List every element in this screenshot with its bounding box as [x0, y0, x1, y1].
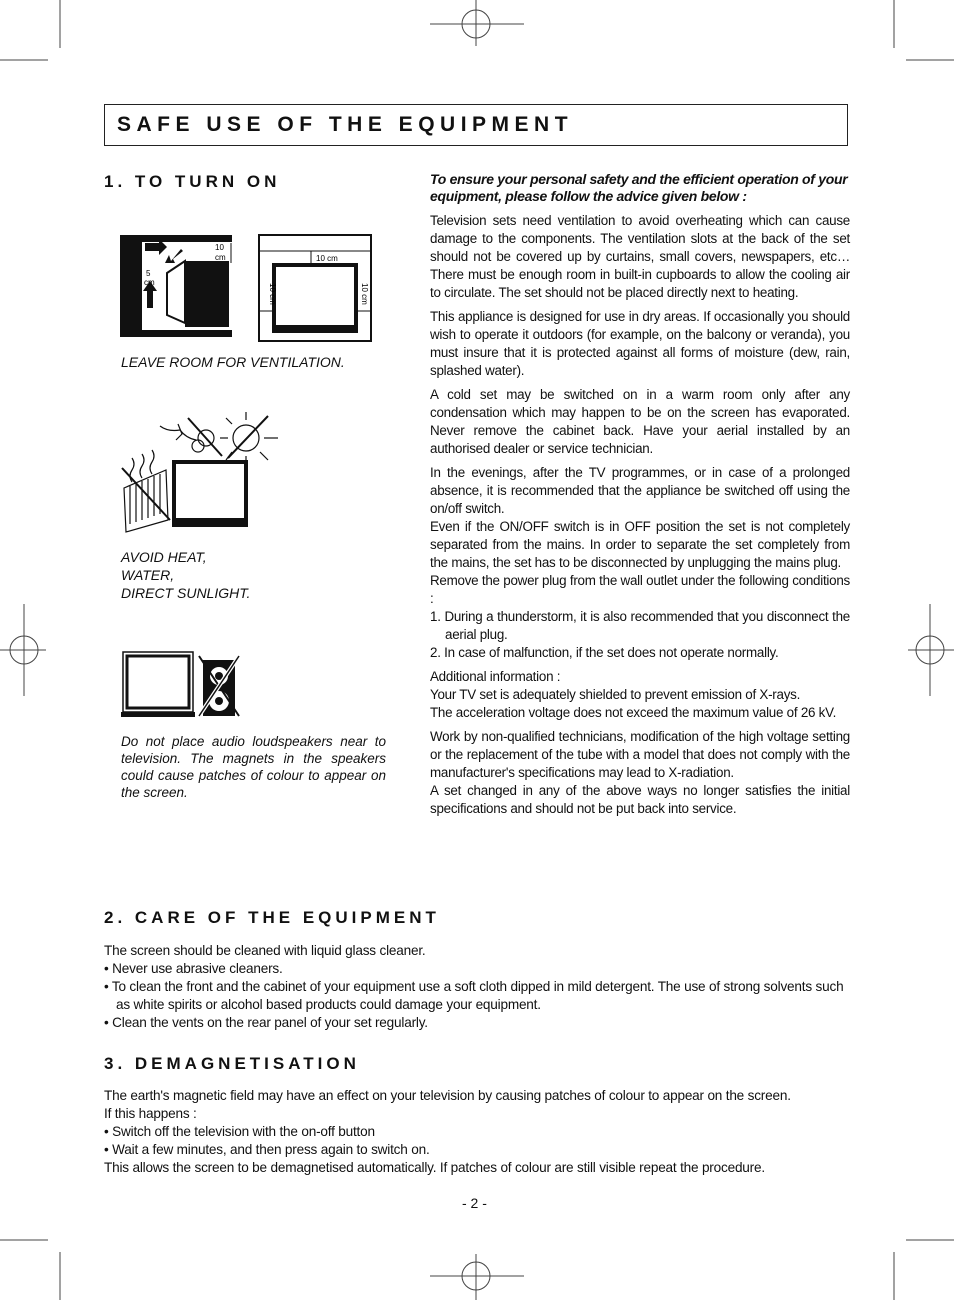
caption-avoid-heat: [121, 548, 250, 602]
ventilation-cabinet-figure: [256, 233, 374, 343]
technicians-line-1: Work by non-qualified technicians, modification of the high voltage setting or the replacement of the tube with a model that does not comply with the manufacturer's specifications may lead to X-radiation.: [430, 729, 850, 780]
page-number: - 2 -: [462, 1195, 487, 1211]
technicians-line-2: A set changed in any of the above ways no longer satisfies the initial specifications and should not be put back into service.: [430, 783, 850, 816]
care-text: [104, 942, 844, 1032]
fig2-label-left: 10 cm: [268, 283, 277, 305]
demag-line-1: The earth's magnetic field may have an effect on your television by causing patches of colour to appear on the screen.: [104, 1088, 791, 1103]
care-line-4: • Clean the vents on the rear panel of your set regularly.: [104, 1015, 428, 1030]
care-line-3: • To clean the front and the cabinet of your equipment use a soft cloth dipped in mild detergent. The use of strong solvents such as white spirits or alcohol based products could damage your equipment.: [104, 979, 844, 1012]
section3-heading: 3. DEMAGNETISATION: [104, 1054, 360, 1073]
power-line-3: Remove the power plug from the wall outlet under the following conditions :: [430, 573, 850, 606]
condensation-paragraph: A cold set may be switched on in a warm room only after any condensation which may happen to be on the screen has evaporated. Never remove the cabinet back. Have your aerial installed by an authorised dealer or service technician.: [430, 387, 850, 456]
demag-line-4: • Wait a few minutes, and then press again to switch on.: [104, 1142, 430, 1157]
safety-advice-text: [430, 212, 850, 824]
power-condition-2: 2. In case of malfunction, if the set does not operate normally.: [430, 645, 779, 660]
additional-info-line-3: The acceleration voltage does not exceed the maximum value of 26 kV.: [430, 705, 837, 720]
caption-heat-line-2: WATER,: [121, 567, 175, 583]
technicians-paragraph: [430, 728, 850, 818]
demag-line-5: This allows the screen to be demagnetised automatically. If patches of colour are still visible repeat the procedure.: [104, 1160, 765, 1175]
fig1-label-5: 5: [146, 269, 151, 278]
power-line-2: Even if the ON/OFF switch is in OFF position the set is not completely separated from the mains. In order to separate the set completely from the mains, the set has to be disconnected by unplugging the mains plug.: [430, 519, 850, 570]
caption-heat-line-1: AVOID HEAT,: [121, 549, 207, 565]
power-paragraph: [430, 464, 850, 662]
fig1-label-cm: cm: [215, 253, 226, 262]
safety-intro: To ensure your personal safety and the efficient operation of your equipment, please follow the advice given below :: [430, 171, 848, 204]
dry-areas-paragraph: This appliance is designed for use in dry areas. If occasionally you should wish to operate it outdoors (for example, on the balcony or veranda), you must insure that it is protected against all forms of moisture (dew, rain, splashed water).: [430, 309, 850, 378]
page-title: SAFE USE OF THE EQUIPMENT: [117, 113, 574, 136]
care-line-2: • Never use abrasive cleaners.: [104, 961, 283, 976]
additional-info-line-1: Additional information :: [430, 669, 561, 684]
demag-line-3: • Switch off the television with the on-off button: [104, 1124, 375, 1139]
section2-heading: 2. CARE OF THE EQUIPMENT: [104, 908, 440, 927]
avoid-heat-figure: [118, 408, 282, 534]
ventilation-side-figure: [119, 233, 237, 341]
demag-line-2: If this happens :: [104, 1106, 197, 1121]
fig2-label-top: 10 cm: [316, 254, 338, 263]
caption-speakers: Do not place audio loudspeakers near to television. The magnets in the speakers could cause patches of colour to appear on the screen.: [121, 734, 386, 800]
additional-info-line-2: Your TV set is adequately shielded to prevent emission of X-rays.: [430, 687, 801, 702]
caption-ventilation: LEAVE ROOM FOR VENTILATION.: [121, 354, 345, 370]
caption-heat-line-3: DIRECT SUNLIGHT.: [121, 585, 251, 601]
page-title-box: [104, 104, 848, 146]
fig2-label-right: 10 cm: [360, 283, 369, 305]
power-line-1: In the evenings, after the TV programmes, or in case of a prolonged absence, it is recommended that the appliance be switched off using the on/off switch.: [430, 465, 850, 516]
speaker-warning-figure: [119, 648, 243, 720]
ventilation-paragraph: Television sets need ventilation to avoid overheating which can cause damage to the components. The ventilation slots at the back of the set should not be covered up by curtains, small covers, newspapers, etc… There must be enough room in built-in cupboards to allow the cooling air to circulate. The set should not be placed directly next to heating.: [430, 213, 850, 300]
additional-info-paragraph: [430, 668, 850, 722]
demagnetisation-text: [104, 1087, 844, 1177]
power-condition-1: 1. During a thunderstorm, it is also recommended that you disconnect the aerial plug.: [430, 609, 850, 642]
care-line-1: The screen should be cleaned with liquid glass cleaner.: [104, 943, 426, 958]
section1-heading: 1. TO TURN ON: [104, 172, 281, 191]
fig1-label-10: 10: [215, 243, 224, 252]
fig1-label-5cm: cm: [144, 278, 155, 287]
